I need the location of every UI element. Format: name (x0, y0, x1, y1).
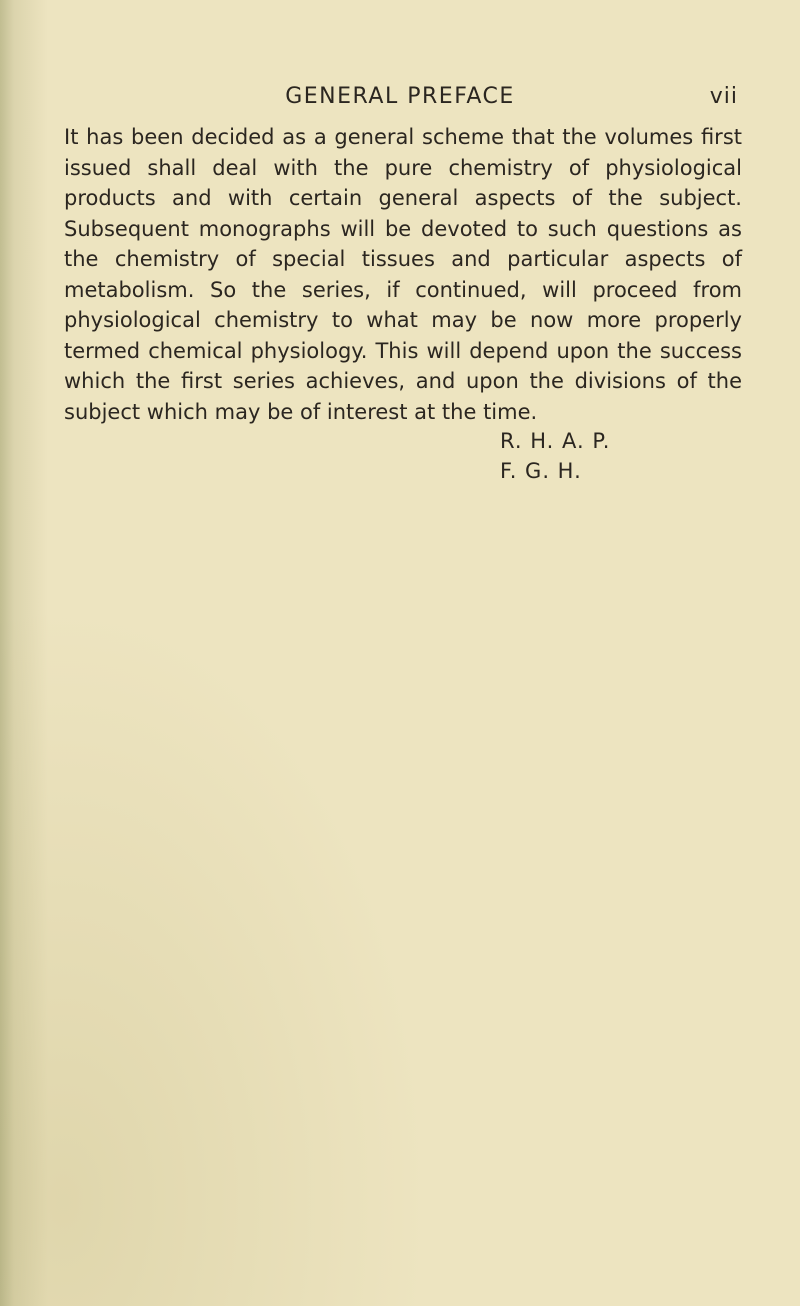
running-title: GENERAL PREFACE (285, 84, 515, 109)
signature-initials-2: F. G. H. (500, 459, 582, 483)
running-head (60, 80, 740, 114)
signature-initials-1: R. H. A. P. (500, 429, 611, 453)
signature-block (500, 426, 610, 486)
preface-paragraph: It has been decided as a general scheme that the volumes first issued shall deal with the pure chemistry of physiological products and with certain general aspects of the subject. Subsequent monographs will be devoted to such questions as the chemistry of special tissues and particular aspects of metabolism. So the series, if continued, will proceed from physiological chemistry to what may be now more properly termed chemical physiology. This will depend upon the success which the first series achieves, and upon the divisions of the subject which may be of interest at the time. (64, 125, 742, 424)
page-number: vii (709, 84, 738, 109)
